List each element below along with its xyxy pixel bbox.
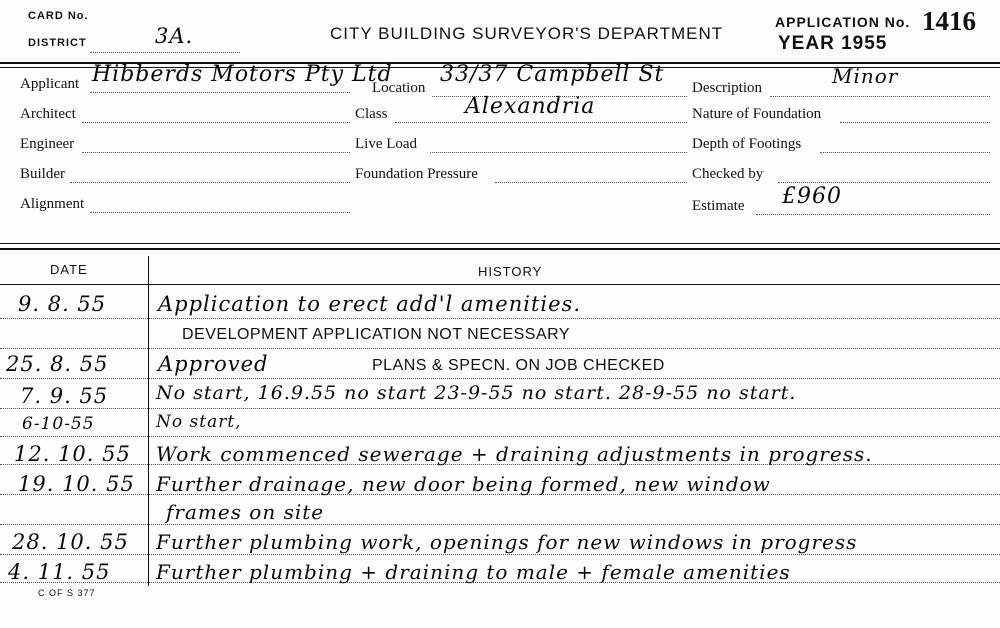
nature-of-foundation-label: Nature of Foundation (692, 106, 822, 122)
applicant-value: Hibberds Motors Pty Ltd (92, 62, 393, 87)
application-number: 1416 (922, 6, 976, 36)
builder-label: Builder (20, 166, 65, 182)
class-value: Alexandria (465, 94, 596, 119)
architect-label: Architect (20, 106, 76, 122)
history-date: 7. 9. 55 (20, 384, 109, 408)
history-entry: Work commenced sewerage + draining adjustments in progress. (156, 442, 873, 466)
history-entry: Further plumbing + draining to male + female amenities (156, 560, 791, 584)
history-entry-continued: frames on site (166, 500, 325, 524)
alignment-label: Alignment (20, 196, 85, 212)
history-entry: Further drainage, new door being formed, new window (156, 472, 771, 496)
checked-by-label: Checked by (692, 166, 764, 182)
card-no-label: CARD No. (28, 10, 89, 22)
history-date: 28. 10. 55 (12, 530, 129, 554)
history-date: 19. 10. 55 (18, 472, 135, 496)
history-date: 12. 10. 55 (14, 442, 131, 466)
history-column-header: HISTORY (478, 264, 543, 279)
history-date: 25. 8. 55 (6, 352, 109, 376)
history-entry: Approved (158, 352, 269, 376)
year-label: YEAR 1955 (778, 33, 888, 54)
history-entry: No start, 16.9.55 no start 23-9-55 no start. 28-9-55 no start. (156, 382, 797, 404)
date-column-header: DATE (50, 262, 88, 277)
location-label: Location (372, 80, 426, 96)
history-date: 6-10-55 (22, 414, 95, 434)
engineer-label: Engineer (20, 136, 75, 152)
form-code: C OF S 377 (38, 588, 96, 598)
estimate-value: £960 (782, 184, 842, 209)
depth-of-footings-label: Depth of Footings (692, 136, 802, 152)
district-label: DISTRICT (28, 37, 87, 49)
history-entry: Further plumbing work, openings for new windows in progress (156, 530, 858, 554)
applicant-label: Applicant (20, 76, 80, 92)
history-date: 4. 11. 55 (8, 560, 111, 584)
foundation-pressure-label: Foundation Pressure (355, 166, 478, 182)
description-value: Minor (832, 64, 899, 88)
estimate-label: Estimate (692, 198, 745, 214)
description-label: Description (692, 80, 762, 96)
history-entry: Application to erect add'l amenities. (158, 292, 581, 316)
department-title: CITY BUILDING SURVEYOR'S DEPARTMENT (330, 24, 724, 43)
district-value: 3A. (155, 24, 194, 48)
class-label: Class (355, 106, 388, 122)
history-stamp: PLANS & SPECN. ON JOB CHECKED (372, 357, 665, 374)
history-stamp: DEVELOPMENT APPLICATION NOT NECESSARY (182, 326, 571, 343)
history-entry: No start, (156, 412, 242, 432)
location-value: 33/37 Campbell St (440, 62, 665, 87)
live-load-label: Live Load (355, 136, 418, 152)
history-date: 9. 8. 55 (18, 292, 107, 316)
application-no-label: APPLICATION No. (775, 14, 911, 30)
